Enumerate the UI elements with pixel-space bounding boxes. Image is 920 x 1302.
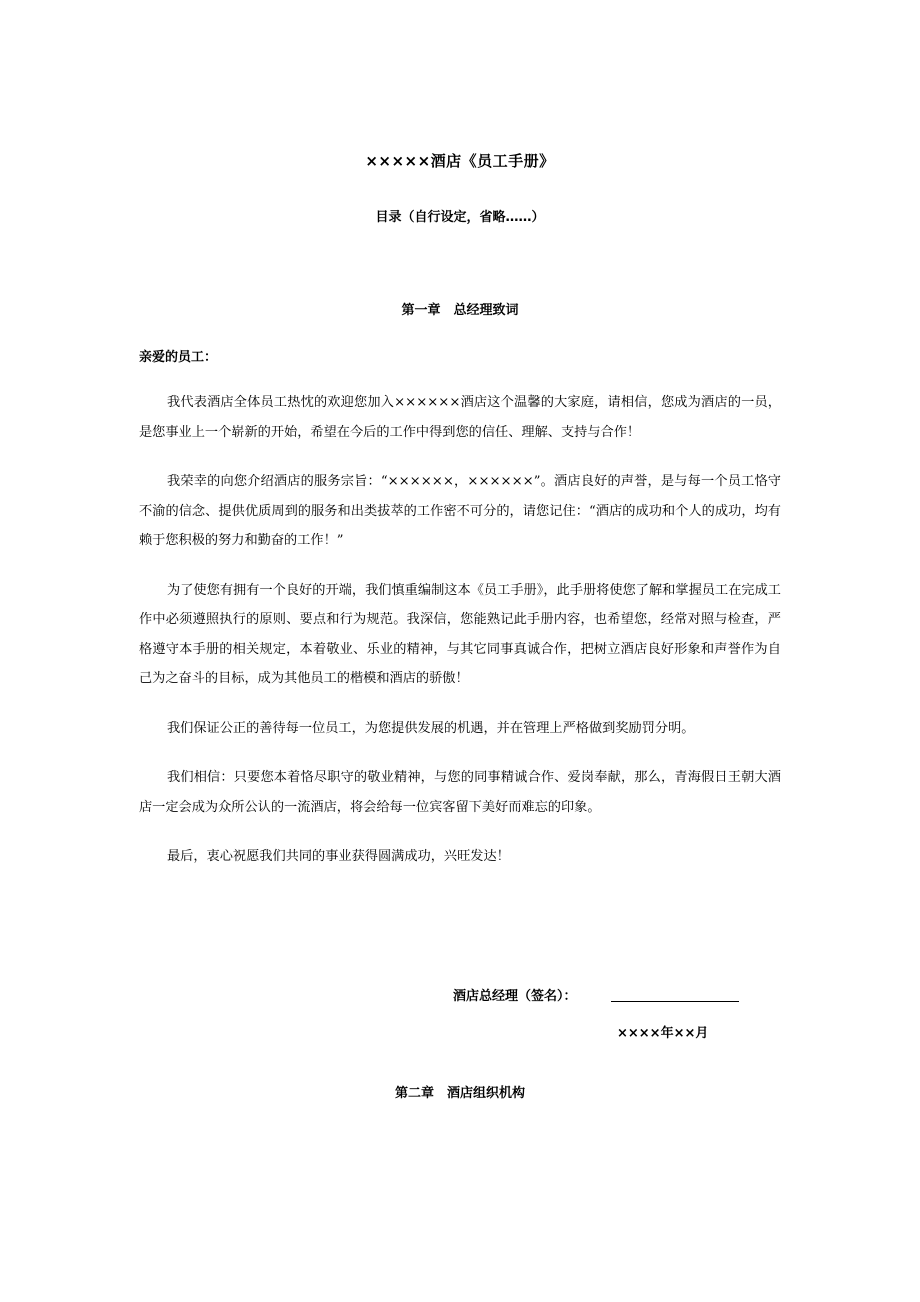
table-of-contents-note: 目录（自行设定，省略……） [375, 210, 545, 225]
signature-date: ××××年××月 [617, 1026, 709, 1041]
greeting: 亲爱的员工： [139, 350, 218, 365]
letter-body [139, 388, 781, 892]
signature-label: 酒店总经理（签名）： [453, 989, 577, 1004]
paragraph-service-motto: 我荣幸的向您介绍酒店的服务宗旨：“××××××，××××××”。酒店良好的声誉，是与每一个员工恪守不渝的信念、提供优质周到的服务和出类拔萃的工作密不可分的，请您记住：“酒店的成功和个人的成功，均有赖于您积极的努力和勤奋的工作！” [139, 474, 781, 548]
paragraph-fairness: 我们保证公正的善待每一位员工，为您提供发展的机遇，并在管理上严格做到奖励罚分明。 [167, 720, 695, 736]
chapter-1-heading: 第一章 总经理致词 [401, 303, 519, 318]
paragraph-belief: 我们相信：只要您本着恪尽职守的敬业精神，与您的同事精诚合作、爱岗奉献，那么，青海假日王朝大酒店一定会成为众所公认的一流酒店，将会给每一位宾客留下美好而难忘的印象。 [139, 770, 781, 815]
document-title: ×××××酒店《员工手册》 [365, 152, 555, 170]
signature-line [611, 987, 739, 1002]
paragraph-handbook-purpose: 为了使您有拥有一个良好的开端，我们慎重编制这本《员工手册》，此手册将使您了解和掌握员工在完成工作中必须遵照执行的原则、要点和行为规范。我深信，您能熟记此手册内容，也希望您，经常对照与检查，严格遵守本手册的相关规定，本着敬业、乐业的精神，与其它同事真诚合作，把树立酒店良好形象和声誉作为自己为之奋斗的目标，成为其他员工的楷模和酒店的骄傲！ [139, 582, 781, 686]
chapter-2-heading: 第二章 酒店组织机构 [394, 1086, 525, 1101]
paragraph-closing: 最后，衷心祝愿我们共同的事业获得圆满成功，兴旺发达！ [167, 849, 510, 864]
paragraph-welcome: 我代表酒店全体员工热忱的欢迎您加入××××××酒店这个温馨的大家庭，请相信，您成为酒店的一员，是您事业上一个崭新的开始，希望在今后的工作中得到您的信任、理解、支持与合作！ [139, 395, 781, 440]
signature-row [453, 985, 739, 1004]
